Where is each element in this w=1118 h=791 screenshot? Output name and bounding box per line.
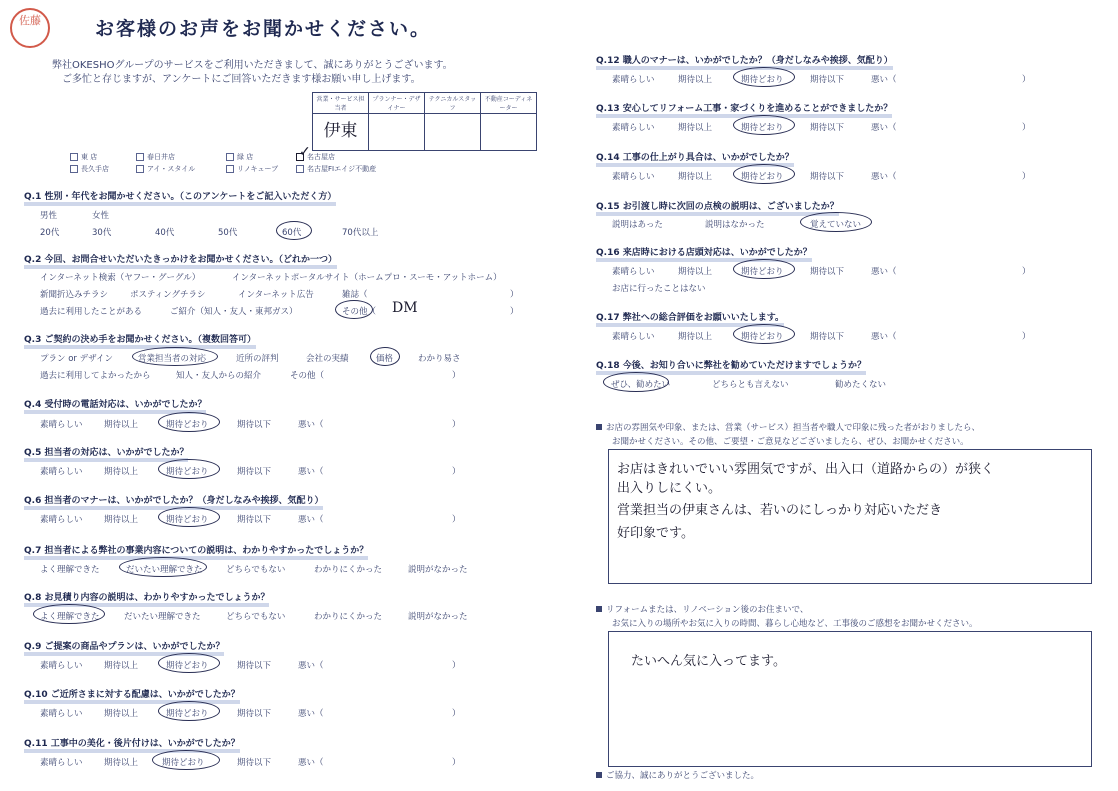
option[interactable]: 説明がなかった [408, 565, 468, 575]
option-selected[interactable]: 期待どおり [166, 420, 209, 430]
option[interactable]: 知人・友人からの紹介 [176, 371, 262, 381]
option[interactable]: 雑誌（ [342, 290, 368, 300]
option[interactable]: ポスティングチラシ [130, 290, 206, 300]
staff-header: テクニカルスタッフ [425, 93, 481, 114]
staff-name-handwritten: 伊東 [323, 121, 358, 141]
handwritten-line: 出入りしにくい。 [617, 481, 722, 496]
selection-circle [603, 372, 669, 392]
option[interactable]: 会社の実績 [306, 354, 349, 364]
option-selected[interactable]: 覚えていない [810, 220, 862, 230]
handwritten-line: 営業担当の伊東さんは、若いのにしっかり対応いただき [617, 503, 943, 518]
staff-cell[interactable] [369, 114, 425, 151]
seal-stamp: 佐藤 [10, 8, 50, 48]
store-option[interactable]: 春日井店 [136, 152, 226, 162]
question-8: Q.8 お見積り内容の説明は、わかりやすかったでしょうか？ [24, 590, 269, 603]
comment-box-1[interactable] [608, 449, 1092, 584]
handwritten-line: たいへん気に入ってます。 [631, 654, 786, 669]
question-11: Q.11 工事中の美化・後片付けは、いかがでしたか？ [24, 736, 240, 749]
store-option[interactable]: 名古屋FIエイジ不動産 [296, 165, 376, 173]
option[interactable]: 50代 [218, 228, 238, 238]
selection-circle [158, 653, 220, 673]
store-row-1 [70, 152, 335, 162]
option[interactable]: 説明はなかった [705, 220, 765, 230]
option[interactable]: 期待以上 [678, 267, 713, 277]
handwritten-other: DM [392, 300, 418, 316]
option[interactable]: 悪い（ [298, 758, 324, 768]
option-selected[interactable]: その他（ [342, 307, 377, 317]
option[interactable]: 素晴らしい [612, 123, 655, 133]
option[interactable]: 期待以下 [237, 515, 272, 525]
option[interactable]: 期待以上 [104, 467, 139, 477]
comment-prompt-2: リフォームまたは、リノベーション後のお住まいで、 [596, 603, 808, 615]
option[interactable]: 悪い（ [871, 172, 897, 182]
option[interactable]: プラン or デザイン [40, 354, 114, 364]
store-option[interactable]: アイ・スタイル [136, 164, 226, 174]
option[interactable]: 期待以上 [678, 332, 713, 342]
option[interactable]: 期待以下 [237, 661, 272, 671]
option[interactable]: 勧めたくない [835, 380, 887, 390]
option-selected[interactable]: よく理解できた [40, 612, 100, 622]
option-selected[interactable]: 60代 [282, 228, 302, 238]
option[interactable]: 説明はあった [612, 220, 663, 230]
intro-line-1: 弊社OKESHOグループのサービスをご利用いただきまして、誠にありがとうございます。 [52, 60, 453, 71]
paren-close: ） [452, 709, 461, 719]
option[interactable]: よく理解できた [40, 565, 100, 575]
option-selected[interactable]: 期待どおり [741, 123, 784, 133]
comment-prompt-2b: お気に入りの場所やお気に入りの時間、暮らし心地など、工事後のご感想をお聞かせください。 [612, 619, 978, 629]
option[interactable]: 期待以下 [810, 332, 845, 342]
option[interactable]: 素晴らしい [40, 661, 83, 671]
option[interactable]: 悪い（ [871, 123, 897, 133]
option[interactable]: インターネット広告 [238, 290, 314, 300]
selection-circle [33, 604, 105, 624]
option[interactable]: 悪い（ [298, 420, 324, 430]
question-10: Q.10 ご近所さまに対する配慮は、いかがでしたか？ [24, 687, 240, 700]
option[interactable]: 期待以上 [104, 515, 139, 525]
option[interactable]: 素晴らしい [40, 515, 83, 525]
option[interactable]: 期待以上 [104, 709, 139, 719]
selection-circle [158, 412, 220, 432]
selection-circle [733, 115, 795, 135]
option[interactable]: 過去に利用したことがある [40, 307, 143, 317]
store-option[interactable]: 緑 店 [226, 152, 296, 162]
option[interactable]: 素晴らしい [40, 420, 83, 430]
store-option-checked[interactable]: 名古屋店 [296, 153, 335, 161]
option[interactable]: 70代以上 [342, 228, 379, 238]
option[interactable]: わかりにくかった [314, 565, 383, 575]
handwritten-line: お店はきれいでいい雰囲気ですが、出入口（道路からの）が狭く [617, 462, 995, 477]
option[interactable]: 期待以上 [678, 75, 713, 85]
paren-close: ） [1022, 332, 1031, 342]
option-selected[interactable]: 期待どおり [162, 758, 205, 768]
option[interactable]: 期待以下 [810, 172, 845, 182]
store-option[interactable]: リノキューブ [226, 164, 296, 174]
selection-circle [733, 164, 795, 184]
selection-circle [119, 557, 207, 577]
option[interactable]: 素晴らしい [40, 467, 83, 477]
option[interactable]: 20代 [40, 228, 60, 238]
paren-close: ） [452, 661, 461, 671]
question-17: Q.17 弊社への総合評価をお願いいたします。 [596, 310, 784, 323]
comment-prompt-1: お店の雰囲気や印象、または、営業（サービス）担当者や職人で印象に残った者がおりましたら、 [596, 421, 980, 433]
paren-close: ） [1022, 267, 1031, 277]
question-18: Q.18 今後、お知り合いに弊社を勧めていただけますでしょうか？ [596, 358, 866, 371]
paren-close: ） [1022, 123, 1031, 133]
selection-circle [158, 701, 220, 721]
option[interactable]: 悪い（ [871, 75, 897, 85]
paren-close: ） [452, 420, 461, 430]
option-selected[interactable]: 期待どおり [741, 75, 784, 85]
option-selected[interactable]: ぜひ、勧めたい [611, 380, 671, 390]
option[interactable]: 悪い（ [298, 467, 324, 477]
paren-close: ） [510, 307, 519, 317]
option[interactable]: 素晴らしい [40, 709, 83, 719]
selection-circle [733, 67, 795, 87]
option[interactable]: 近所の評判 [236, 354, 279, 364]
selection-circle [152, 750, 220, 770]
staff-header: 営業・サービス担当者 [313, 93, 369, 114]
paren-close: ） [1022, 172, 1031, 182]
option[interactable]: 素晴らしい [612, 332, 655, 342]
option[interactable]: インターネット検索（ヤフー・グーグル） [40, 273, 201, 283]
option[interactable]: 期待以下 [237, 420, 272, 430]
option[interactable]: 素晴らしい [612, 267, 655, 277]
option[interactable]: 期待以上 [678, 123, 713, 133]
comment-prompt-1b: お聞かせください。その他、ご要望・ご意見などございましたら、ぜひ、お聞かせください。 [612, 437, 969, 447]
staff-header: プランナー・デザイナー [369, 93, 425, 114]
selection-circle [158, 459, 220, 479]
thanks-line: ご協力、誠にありがとうございました。 [596, 769, 759, 781]
option[interactable]: ご紹介（知人・友人・東邦ガス） [170, 307, 298, 317]
paren-close: ） [452, 515, 461, 525]
staff-table [312, 92, 537, 151]
option[interactable]: 女性 [92, 211, 110, 221]
option[interactable]: 30代 [92, 228, 112, 238]
option[interactable]: インターネットポータルサイト（ホームプロ・スーモ・アットホーム） [232, 273, 502, 283]
paren-close: ） [510, 290, 519, 300]
option-selected[interactable]: 期待どおり [741, 332, 784, 342]
option[interactable]: どちらでもない [226, 612, 286, 622]
staff-cell-sales[interactable] [313, 114, 369, 151]
question-4: Q.4 受付時の電話対応は、いかがでしたか？ [24, 397, 206, 410]
intro-line-2: ご多忙と存じますが、アンケートにご回答いただきます様お願い申し上げます。 [62, 74, 421, 85]
option-selected[interactable]: 営業担当者の対応 [138, 354, 207, 364]
paren-close: ） [452, 371, 461, 381]
option[interactable]: 悪い（ [298, 515, 324, 525]
option[interactable]: 期待以下 [237, 709, 272, 719]
selection-circle [733, 259, 795, 279]
handwritten-line: 好印象です。 [617, 526, 694, 541]
option-selected[interactable]: 期待どおり [741, 172, 784, 182]
option-selected[interactable]: だいたい理解できた [126, 565, 203, 575]
store-option[interactable]: 東 店 [70, 152, 136, 162]
selection-circle [158, 507, 220, 527]
question-13: Q.13 安心してリフォーム工事・家づくりを進めることができましたか？ [596, 101, 892, 114]
option-selected[interactable]: 期待どおり [166, 515, 209, 525]
selection-circle [335, 300, 373, 319]
question-14: Q.14 工事の仕上がり具合は、いかがでしたか？ [596, 150, 794, 163]
option[interactable]: その他（ [290, 371, 325, 381]
option[interactable]: 40代 [155, 228, 175, 238]
option[interactable]: 期待以上 [104, 420, 139, 430]
option[interactable]: 期待以下 [237, 467, 272, 477]
question-5: Q.5 担当者の対応は、いかがでしたか？ [24, 445, 188, 458]
paren-close: ） [452, 467, 461, 477]
option[interactable]: 説明がなかった [408, 612, 468, 622]
option[interactable]: お店に行ったことはない [612, 284, 706, 294]
question-2: Q.2 今回、お問合せいただいたきっかけをお聞かせください。（どれか一つ） [24, 252, 337, 265]
page-title: お客様のお声をお聞かせください。 [95, 18, 432, 40]
staff-header: 不動産コーディネーター [481, 93, 537, 114]
selection-circle [733, 324, 795, 344]
staff-cell[interactable] [481, 114, 537, 151]
option[interactable]: 新聞折込みチラシ [40, 290, 109, 300]
option[interactable]: 悪い（ [298, 709, 324, 719]
option[interactable]: だいたい理解できた [124, 612, 201, 622]
check-mark: ✓ [299, 144, 311, 160]
option-selected[interactable]: 期待どおり [741, 267, 784, 277]
question-6: Q.6 担当者のマナーは、いかがでしたか？（身だしなみや挨拶、気配り） [24, 493, 323, 506]
paren-close: ） [1022, 75, 1031, 85]
paren-close: ） [452, 758, 461, 768]
comment-box-2[interactable] [608, 631, 1092, 767]
selection-circle [132, 347, 218, 366]
option[interactable]: どちらとも言えない [712, 380, 789, 390]
question-12: Q.12 職人のマナーは、いかがでしたか？（身だしなみや挨拶、気配り） [596, 53, 893, 66]
option[interactable]: 期待以下 [810, 75, 845, 85]
option[interactable]: 期待以下 [810, 267, 845, 277]
option[interactable]: わかりにくかった [314, 612, 383, 622]
question-16: Q.16 来店時における店頭対応は、いかがでしたか？ [596, 245, 812, 258]
option[interactable]: 期待以下 [237, 758, 272, 768]
option[interactable]: 悪い（ [871, 267, 897, 277]
store-row-2 [70, 164, 376, 174]
selection-circle [800, 212, 872, 232]
option-selected[interactable]: 期待どおり [166, 709, 209, 719]
option-selected[interactable]: 期待どおり [166, 467, 209, 477]
option[interactable]: わかり易さ [418, 354, 461, 364]
option[interactable]: 素晴らしい [612, 75, 655, 85]
option[interactable]: 期待以上 [104, 758, 139, 768]
option[interactable]: 悪い（ [298, 661, 324, 671]
option[interactable]: 男性 [40, 211, 58, 221]
store-option[interactable]: 長久手店 [70, 164, 136, 174]
question-1: Q.1 性別・年代をお聞かせください。（このアンケートをご記入いただく方） [24, 189, 336, 202]
option[interactable]: 素晴らしい [40, 758, 83, 768]
selection-circle [276, 221, 312, 240]
option[interactable]: 期待以下 [810, 123, 845, 133]
question-3: Q.3 ご契約の決め手をお聞かせください。（複数回答可） [24, 332, 256, 345]
option-selected[interactable]: 期待どおり [166, 661, 209, 671]
option[interactable]: 期待以上 [678, 172, 713, 182]
selection-circle [370, 347, 400, 366]
question-9: Q.9 ご提案の商品やプランは、いかがでしたか？ [24, 639, 224, 652]
option[interactable]: 悪い（ [871, 332, 897, 342]
option[interactable]: 素晴らしい [612, 172, 655, 182]
option-selected[interactable]: 価格 [376, 354, 394, 364]
question-7: Q.7 担当者による弊社の事業内容についての説明は、わかりやすかったでしょうか？ [24, 543, 368, 556]
option[interactable]: 過去に利用してよかったから [40, 371, 151, 381]
staff-cell[interactable] [425, 114, 481, 151]
question-15: Q.15 お引渡し時に次回の点検の説明は、ございましたか？ [596, 199, 839, 212]
option[interactable]: どちらでもない [226, 565, 286, 575]
option[interactable]: 期待以上 [104, 661, 139, 671]
